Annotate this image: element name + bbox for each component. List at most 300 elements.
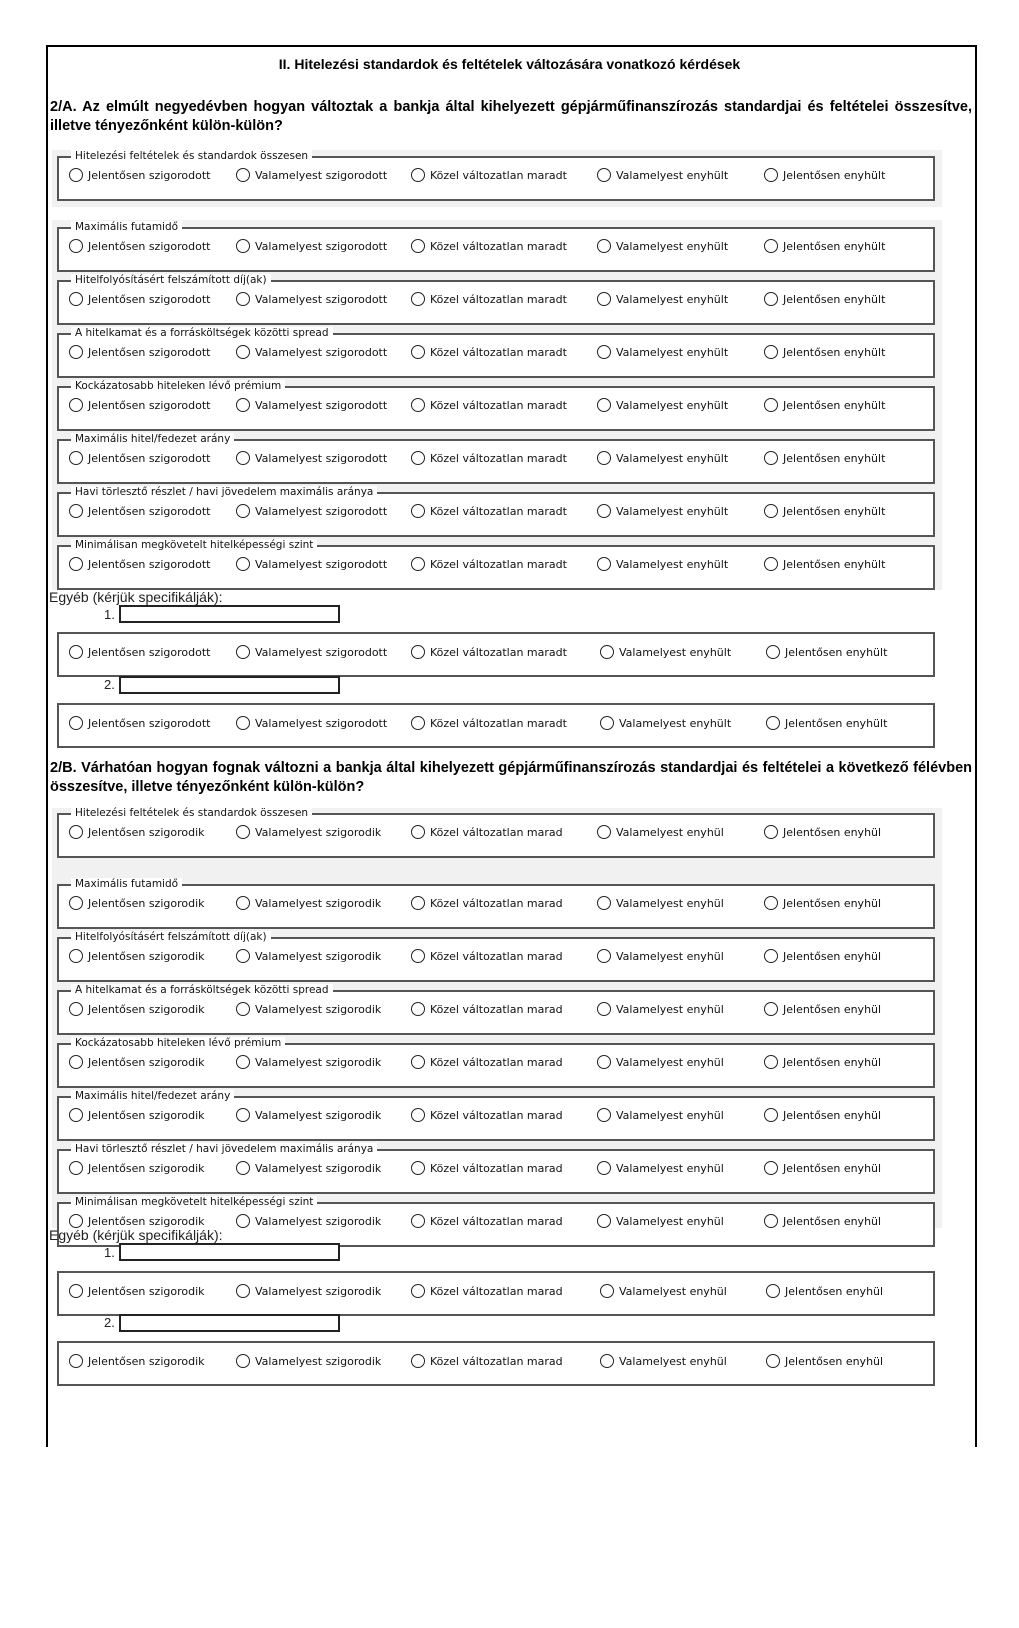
- radio-option[interactable]: [69, 557, 210, 571]
- radio-option[interactable]: [597, 949, 724, 963]
- radio-button[interactable]: [411, 949, 425, 963]
- radio-option[interactable]: [236, 1108, 381, 1122]
- radio-option-label: Jelentősen enyhült: [783, 504, 886, 518]
- other-label: Egyéb (kérjük specifikálják):: [49, 1227, 223, 1243]
- radio-button[interactable]: [764, 239, 778, 253]
- radio-button[interactable]: [764, 1108, 778, 1122]
- other-number: 1.: [104, 1245, 115, 1260]
- radio-option[interactable]: [597, 896, 724, 910]
- radio-option[interactable]: [411, 398, 567, 412]
- radio-option[interactable]: [236, 1002, 381, 1016]
- radio-button[interactable]: [69, 168, 83, 182]
- radio-option[interactable]: [764, 1002, 881, 1016]
- radio-option[interactable]: [69, 1284, 205, 1298]
- radio-button[interactable]: [597, 292, 611, 306]
- group-legend: Hitelfolyósításért felszámított díj(ak): [71, 931, 271, 944]
- radio-button[interactable]: [411, 1284, 425, 1298]
- other-number: 2.: [104, 677, 115, 692]
- radio-button[interactable]: [764, 1161, 778, 1175]
- group-legend: Minimálisan megkövetelt hitelképességi szint: [71, 539, 317, 552]
- radio-option[interactable]: [69, 949, 205, 963]
- radio-option-label: Közel változatlan maradt: [430, 168, 567, 182]
- radio-option-label: Valamelyest enyhül: [616, 1161, 724, 1175]
- radio-option[interactable]: [411, 1214, 563, 1228]
- radio-button[interactable]: [69, 292, 83, 306]
- radio-button[interactable]: [236, 1284, 250, 1298]
- radio-option[interactable]: [236, 1214, 381, 1228]
- group-legend: Maximális futamidő: [71, 221, 182, 234]
- radio-option-label: Jelentősen szigorodott: [88, 504, 211, 518]
- q2b-question-title: 2/B. Várhatóan hogyan fognak változni a bankja által kihelyezett gépjárműfinanszírozás standardjai és feltételei a következő félévben összesítve, illetve tényezőnként külön-külön?: [50, 760, 972, 795]
- radio-button[interactable]: [597, 896, 611, 910]
- radio-button[interactable]: [69, 239, 83, 253]
- radio-option[interactable]: [411, 292, 567, 306]
- radio-button[interactable]: [411, 504, 425, 518]
- radio-option[interactable]: [766, 1284, 883, 1298]
- radio-button[interactable]: [411, 896, 425, 910]
- radio-option[interactable]: [411, 239, 567, 253]
- radio-option-label: Jelentősen szigorodik: [88, 1108, 205, 1122]
- radio-button[interactable]: [766, 716, 780, 730]
- radio-option[interactable]: [766, 1354, 883, 1368]
- radio-option[interactable]: [597, 451, 728, 465]
- radio-option[interactable]: [764, 1214, 881, 1228]
- radio-button[interactable]: [411, 1002, 425, 1016]
- radio-option-label: Jelentősen enyhült: [783, 292, 886, 306]
- radio-option-label: Jelentősen szigorodik: [88, 1284, 205, 1298]
- radio-option[interactable]: [600, 716, 731, 730]
- radio-option[interactable]: [764, 292, 885, 306]
- radio-button[interactable]: [69, 1002, 83, 1016]
- other-text-input[interactable]: [119, 676, 340, 694]
- radio-option-label: Jelentősen enyhült: [783, 398, 886, 412]
- radio-option[interactable]: [411, 896, 563, 910]
- radio-option[interactable]: [411, 1161, 563, 1175]
- radio-option-label: Valamelyest szigorodott: [255, 645, 388, 659]
- radio-option[interactable]: [597, 1161, 724, 1175]
- radio-button[interactable]: [411, 825, 425, 839]
- radio-option[interactable]: [597, 557, 728, 571]
- radio-option-label: Valamelyest szigorodik: [255, 1055, 382, 1069]
- radio-option[interactable]: [766, 716, 887, 730]
- radio-option[interactable]: [69, 504, 210, 518]
- radio-option[interactable]: [69, 239, 210, 253]
- radio-option-label: Közel változatlan maradt: [430, 645, 567, 659]
- radio-button[interactable]: [236, 1055, 250, 1069]
- radio-option[interactable]: [764, 504, 885, 518]
- radio-option[interactable]: [236, 292, 387, 306]
- radio-option-label: Jelentősen enyhült: [783, 168, 886, 182]
- radio-option-label: Közel változatlan marad: [430, 1354, 563, 1368]
- radio-option-label: Valamelyest szigorodott: [255, 239, 388, 253]
- radio-button[interactable]: [597, 1002, 611, 1016]
- radio-option-label: Közel változatlan maradt: [430, 292, 567, 306]
- radio-button[interactable]: [597, 949, 611, 963]
- radio-option-label: Valamelyest enyhült: [616, 345, 729, 359]
- radio-button[interactable]: [69, 345, 83, 359]
- radio-option-label: Valamelyest enyhült: [619, 716, 732, 730]
- radio-option-label: Jelentősen szigorodik: [88, 1214, 205, 1228]
- radio-option-label: Jelentősen szigorodott: [88, 345, 211, 359]
- radio-button[interactable]: [236, 345, 250, 359]
- radio-option[interactable]: [764, 398, 885, 412]
- radio-option[interactable]: [597, 1002, 724, 1016]
- group-legend: A hitelkamat és a forrásköltségek közötti spread: [71, 327, 333, 340]
- radio-option-label: Közel változatlan marad: [430, 1284, 563, 1298]
- radio-option[interactable]: [236, 949, 381, 963]
- radio-button[interactable]: [69, 716, 83, 730]
- radio-option[interactable]: [69, 896, 205, 910]
- radio-button[interactable]: [236, 645, 250, 659]
- radio-option[interactable]: [236, 345, 387, 359]
- radio-option-label: Valamelyest szigorodik: [255, 1284, 382, 1298]
- radio-button[interactable]: [69, 1108, 83, 1122]
- radio-option[interactable]: [411, 825, 563, 839]
- radio-option-label: Jelentősen szigorodott: [88, 292, 211, 306]
- radio-button[interactable]: [411, 451, 425, 465]
- radio-button[interactable]: [236, 451, 250, 465]
- radio-option[interactable]: [764, 239, 885, 253]
- q2a-question-title: 2/A. Az elmúlt negyedévben hogyan változtak a bankja által kihelyezett gépjárműfinanszírozás standardjai és feltételei összesítve, illetve tényezőnként külön-külön?: [50, 99, 972, 134]
- radio-button[interactable]: [236, 1002, 250, 1016]
- radio-button[interactable]: [411, 398, 425, 412]
- radio-option[interactable]: [764, 1161, 881, 1175]
- radio-option-label: Jelentősen enyhül: [783, 1214, 882, 1228]
- radio-button[interactable]: [69, 1284, 83, 1298]
- radio-option-label: Valamelyest enyhül: [616, 1108, 724, 1122]
- radio-option[interactable]: [69, 292, 210, 306]
- radio-button[interactable]: [764, 949, 778, 963]
- other-label: Egyéb (kérjük specifikálják):: [49, 589, 223, 605]
- radio-option-label: Jelentősen szigorodik: [88, 1002, 205, 1016]
- radio-option-label: Valamelyest enyhül: [619, 1284, 727, 1298]
- radio-button[interactable]: [411, 1161, 425, 1175]
- radio-button[interactable]: [597, 451, 611, 465]
- radio-option[interactable]: [597, 239, 728, 253]
- radio-button[interactable]: [69, 451, 83, 465]
- radio-button[interactable]: [236, 716, 250, 730]
- radio-option[interactable]: [236, 896, 381, 910]
- radio-option-label: Valamelyest enyhült: [616, 504, 729, 518]
- radio-option[interactable]: [764, 949, 881, 963]
- radio-button[interactable]: [236, 1214, 250, 1228]
- radio-option[interactable]: [69, 1214, 205, 1228]
- radio-option-label: Közel változatlan marad: [430, 896, 563, 910]
- radio-option-label: Valamelyest enyhült: [616, 168, 729, 182]
- radio-option-label: Valamelyest szigorodik: [255, 1108, 382, 1122]
- radio-button[interactable]: [411, 645, 425, 659]
- radio-button[interactable]: [411, 168, 425, 182]
- radio-option-label: Jelentősen enyhült: [783, 345, 886, 359]
- radio-option[interactable]: [69, 1055, 205, 1069]
- radio-option[interactable]: [597, 1214, 724, 1228]
- section-title: II. Hitelezési standardok és feltételek változására vonatkozó kérdések: [278, 56, 741, 72]
- radio-button[interactable]: [411, 292, 425, 306]
- group-legend: Hitelfolyósításért felszámított díj(ak): [71, 274, 271, 287]
- radio-option-label: Jelentősen enyhült: [785, 645, 888, 659]
- radio-button[interactable]: [597, 239, 611, 253]
- radio-option-label: Közel változatlan maradt: [430, 557, 567, 571]
- radio-button[interactable]: [69, 1055, 83, 1069]
- radio-button[interactable]: [236, 239, 250, 253]
- radio-option[interactable]: [236, 645, 387, 659]
- radio-option[interactable]: [411, 1055, 563, 1069]
- radio-button[interactable]: [764, 557, 778, 571]
- radio-option-label: Valamelyest enyhült: [616, 451, 729, 465]
- group-legend: Hitelezési feltételek és standardok összesen: [71, 807, 312, 820]
- group-legend: A hitelkamat és a forrásköltségek közötti spread: [71, 984, 333, 997]
- radio-option[interactable]: [236, 825, 381, 839]
- radio-option[interactable]: [236, 1284, 381, 1298]
- radio-button[interactable]: [236, 1354, 250, 1368]
- radio-button[interactable]: [69, 1161, 83, 1175]
- radio-button[interactable]: [69, 825, 83, 839]
- radio-option-label: Közel változatlan marad: [430, 949, 563, 963]
- radio-option[interactable]: [411, 1284, 563, 1298]
- radio-button[interactable]: [411, 239, 425, 253]
- radio-option[interactable]: [236, 451, 387, 465]
- radio-button[interactable]: [597, 1055, 611, 1069]
- radio-option[interactable]: [236, 716, 387, 730]
- radio-option[interactable]: [69, 1161, 205, 1175]
- radio-option[interactable]: [69, 716, 210, 730]
- radio-button[interactable]: [600, 716, 614, 730]
- radio-option[interactable]: [69, 1354, 205, 1368]
- radio-button[interactable]: [411, 345, 425, 359]
- group-legend: Minimálisan megkövetelt hitelképességi szint: [71, 1196, 317, 1209]
- radio-button[interactable]: [597, 825, 611, 839]
- radio-button[interactable]: [764, 1214, 778, 1228]
- radio-option[interactable]: [411, 451, 567, 465]
- radio-option-label: Valamelyest szigorodik: [255, 1354, 382, 1368]
- radio-option-label: Valamelyest szigorodik: [255, 825, 382, 839]
- radio-option-label: Valamelyest enyhült: [616, 292, 729, 306]
- radio-button[interactable]: [411, 1354, 425, 1368]
- radio-button[interactable]: [69, 645, 83, 659]
- radio-option-label: Jelentősen enyhül: [783, 949, 882, 963]
- radio-option-label: Közel változatlan marad: [430, 1108, 563, 1122]
- radio-button[interactable]: [597, 168, 611, 182]
- radio-button[interactable]: [600, 1354, 614, 1368]
- radio-option-label: Valamelyest szigorodott: [255, 345, 388, 359]
- radio-button[interactable]: [597, 345, 611, 359]
- radio-option[interactable]: [597, 292, 728, 306]
- radio-button[interactable]: [69, 1354, 83, 1368]
- radio-option-label: Jelentősen szigorodott: [88, 557, 211, 571]
- radio-option-label: Valamelyest szigorodik: [255, 949, 382, 963]
- radio-button[interactable]: [236, 557, 250, 571]
- radio-button[interactable]: [597, 1214, 611, 1228]
- radio-option-label: Közel változatlan marad: [430, 1002, 563, 1016]
- radio-option[interactable]: [236, 239, 387, 253]
- radio-option-label: Jelentősen enyhül: [785, 1284, 884, 1298]
- radio-button[interactable]: [236, 292, 250, 306]
- radio-option-label: Jelentősen enyhült: [783, 239, 886, 253]
- radio-option[interactable]: [764, 896, 881, 910]
- radio-option[interactable]: [236, 168, 387, 182]
- radio-option[interactable]: [597, 1055, 724, 1069]
- radio-option[interactable]: [411, 1354, 563, 1368]
- radio-option[interactable]: [411, 645, 567, 659]
- radio-button[interactable]: [764, 345, 778, 359]
- radio-option[interactable]: [764, 168, 885, 182]
- radio-option-label: Valamelyest szigorodott: [255, 292, 388, 306]
- other-number: 2.: [104, 1315, 115, 1330]
- radio-button[interactable]: [236, 504, 250, 518]
- radio-button[interactable]: [236, 896, 250, 910]
- radio-option-label: Jelentősen szigorodott: [88, 168, 211, 182]
- radio-option[interactable]: [411, 504, 567, 518]
- radio-button[interactable]: [69, 896, 83, 910]
- radio-button[interactable]: [597, 398, 611, 412]
- radio-option-label: Közel változatlan marad: [430, 1161, 563, 1175]
- radio-option-label: Közel változatlan marad: [430, 825, 563, 839]
- radio-option[interactable]: [597, 345, 728, 359]
- radio-option-label: Közel változatlan maradt: [430, 345, 567, 359]
- radio-option[interactable]: [69, 825, 205, 839]
- radio-option[interactable]: [69, 398, 210, 412]
- radio-option-label: Jelentősen enyhült: [783, 451, 886, 465]
- radio-option[interactable]: [411, 949, 563, 963]
- radio-option-label: Valamelyest szigorodott: [255, 504, 388, 518]
- radio-option-label: Valamelyest szigorodott: [255, 398, 388, 412]
- radio-option[interactable]: [600, 1354, 727, 1368]
- radio-button[interactable]: [764, 1055, 778, 1069]
- group-legend: Maximális hitel/fedezet arány: [71, 433, 234, 446]
- radio-button[interactable]: [766, 645, 780, 659]
- radio-option-label: Valamelyest szigorodott: [255, 451, 388, 465]
- radio-button[interactable]: [764, 168, 778, 182]
- radio-option[interactable]: [236, 504, 387, 518]
- radio-option-label: Valamelyest enyhült: [616, 557, 729, 571]
- radio-option[interactable]: [236, 557, 387, 571]
- radio-option[interactable]: [764, 1055, 881, 1069]
- other-text-input[interactable]: [119, 605, 340, 623]
- radio-button[interactable]: [764, 504, 778, 518]
- radio-button[interactable]: [597, 1108, 611, 1122]
- radio-option[interactable]: [766, 645, 887, 659]
- radio-button[interactable]: [236, 168, 250, 182]
- radio-option-label: Valamelyest enyhült: [616, 398, 729, 412]
- radio-option-label: Valamelyest enyhül: [616, 825, 724, 839]
- radio-option[interactable]: [597, 168, 728, 182]
- radio-button[interactable]: [411, 557, 425, 571]
- radio-option-label: Jelentősen enyhül: [783, 1108, 882, 1122]
- radio-button[interactable]: [236, 398, 250, 412]
- radio-option-label: Jelentősen szigorodott: [88, 645, 211, 659]
- radio-button[interactable]: [411, 1108, 425, 1122]
- radio-option[interactable]: [69, 645, 210, 659]
- radio-button[interactable]: [411, 1214, 425, 1228]
- other-text-input[interactable]: [119, 1314, 340, 1332]
- radio-button[interactable]: [69, 504, 83, 518]
- radio-option[interactable]: [411, 168, 567, 182]
- radio-button[interactable]: [764, 825, 778, 839]
- radio-option[interactable]: [764, 825, 881, 839]
- radio-button[interactable]: [69, 1214, 83, 1228]
- radio-button[interactable]: [766, 1284, 780, 1298]
- radio-option[interactable]: [69, 1108, 205, 1122]
- radio-button[interactable]: [69, 398, 83, 412]
- group-legend: Maximális futamidő: [71, 878, 182, 891]
- radio-option[interactable]: [69, 168, 210, 182]
- radio-option[interactable]: [600, 1284, 727, 1298]
- radio-option-label: Valamelyest enyhül: [616, 896, 724, 910]
- radio-option[interactable]: [69, 345, 210, 359]
- radio-button[interactable]: [236, 1161, 250, 1175]
- radio-button[interactable]: [597, 557, 611, 571]
- radio-option[interactable]: [411, 1002, 563, 1016]
- radio-option[interactable]: [600, 645, 731, 659]
- radio-option[interactable]: [597, 825, 724, 839]
- radio-button[interactable]: [764, 292, 778, 306]
- radio-option-label: Közel változatlan maradt: [430, 716, 567, 730]
- radio-button[interactable]: [236, 949, 250, 963]
- radio-button[interactable]: [764, 1002, 778, 1016]
- radio-button[interactable]: [411, 716, 425, 730]
- radio-button[interactable]: [597, 1161, 611, 1175]
- radio-option[interactable]: [236, 1161, 381, 1175]
- radio-option-label: Valamelyest szigorodott: [255, 557, 388, 571]
- radio-option[interactable]: [764, 1108, 881, 1122]
- radio-option[interactable]: [236, 1055, 381, 1069]
- radio-option-label: Valamelyest enyhül: [616, 949, 724, 963]
- radio-option[interactable]: [236, 1354, 381, 1368]
- radio-option[interactable]: [411, 557, 567, 571]
- radio-option-label: Közel változatlan maradt: [430, 239, 567, 253]
- radio-button[interactable]: [766, 1354, 780, 1368]
- other-text-input[interactable]: [119, 1243, 340, 1261]
- radio-option[interactable]: [764, 345, 885, 359]
- radio-option-label: Valamelyest enyhül: [616, 1055, 724, 1069]
- radio-option-label: Jelentősen szigorodik: [88, 825, 205, 839]
- radio-button[interactable]: [69, 949, 83, 963]
- radio-button[interactable]: [764, 398, 778, 412]
- radio-option[interactable]: [411, 1108, 563, 1122]
- radio-button[interactable]: [236, 825, 250, 839]
- group-legend: Hitelezési feltételek és standardok összesen: [71, 150, 312, 163]
- radio-option-label: Valamelyest szigorodik: [255, 896, 382, 910]
- radio-button[interactable]: [764, 896, 778, 910]
- group-legend: Kockázatosabb hiteleken lévő prémium: [71, 380, 285, 393]
- radio-option[interactable]: [69, 1002, 205, 1016]
- other-number: 1.: [104, 607, 115, 622]
- radio-button[interactable]: [236, 1108, 250, 1122]
- radio-option[interactable]: [597, 504, 728, 518]
- radio-option[interactable]: [597, 398, 728, 412]
- radio-option[interactable]: [236, 398, 387, 412]
- radio-option-label: Jelentősen szigorodik: [88, 1354, 205, 1368]
- radio-option[interactable]: [764, 451, 885, 465]
- radio-option-label: Közel változatlan marad: [430, 1214, 563, 1228]
- radio-button[interactable]: [69, 557, 83, 571]
- radio-button[interactable]: [411, 1055, 425, 1069]
- radio-option[interactable]: [764, 557, 885, 571]
- radio-button[interactable]: [600, 1284, 614, 1298]
- radio-option-label: Jelentősen szigorodott: [88, 398, 211, 412]
- radio-button[interactable]: [600, 645, 614, 659]
- group-legend: Kockázatosabb hiteleken lévő prémium: [71, 1037, 285, 1050]
- radio-option[interactable]: [597, 1108, 724, 1122]
- radio-button[interactable]: [597, 504, 611, 518]
- radio-option-label: Valamelyest enyhült: [619, 645, 732, 659]
- radio-option[interactable]: [411, 716, 567, 730]
- radio-option-label: Jelentősen szigorodott: [88, 451, 211, 465]
- radio-button[interactable]: [764, 451, 778, 465]
- radio-option[interactable]: [411, 345, 567, 359]
- radio-option[interactable]: [69, 451, 210, 465]
- radio-option-label: Valamelyest szigorodott: [255, 168, 388, 182]
